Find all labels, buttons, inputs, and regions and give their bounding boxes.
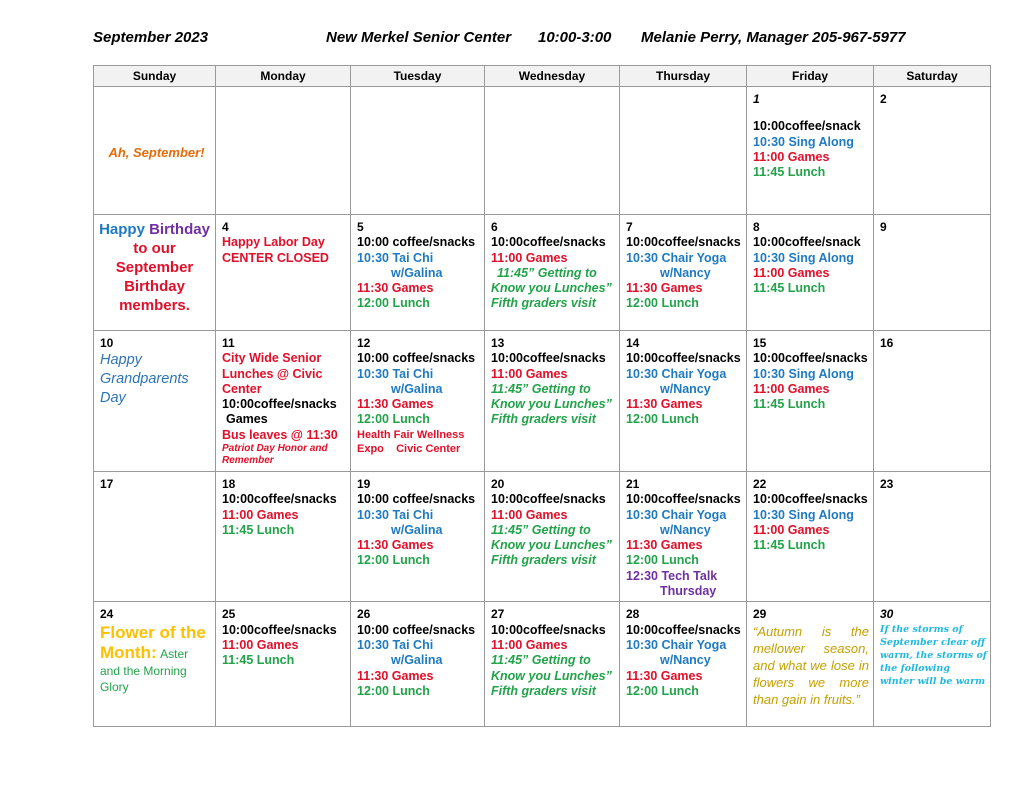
day-header-friday: Friday — [747, 66, 874, 87]
day-number: 23 — [880, 477, 894, 491]
event-games: 11:30 Games — [357, 668, 434, 683]
day-number: 5 — [357, 220, 364, 234]
event-closed: CENTER CLOSED — [222, 250, 329, 265]
event-coffee: 10:00coffee/snacks — [491, 351, 606, 366]
day-cell — [874, 602, 991, 727]
day-cell — [216, 87, 351, 215]
event-games: 11:00 Games — [491, 250, 568, 265]
day-cell — [94, 602, 216, 727]
event-coffee: 10:00coffee/snacks — [491, 235, 606, 250]
event-instructor: w/Galina — [391, 265, 443, 280]
day-number: 2 — [880, 92, 887, 106]
day-cell — [874, 331, 991, 472]
event-health-fair: Expo Civic Center — [357, 442, 461, 455]
event-lunch: 11:45 Lunch — [753, 397, 826, 412]
event-patriot-day: Patriot Day Honor and — [222, 443, 328, 455]
weekday-header-row — [94, 66, 991, 87]
center-name: New Merkel Senior Center — [326, 29, 512, 46]
day-cell — [747, 87, 874, 215]
event-holiday: Happy Labor Day — [222, 235, 325, 250]
day-number: 13 — [491, 336, 505, 350]
event-lunch: 12:00 Lunch — [357, 296, 430, 311]
center-hours: 10:00-3:00 — [538, 29, 612, 46]
event-games: 11:30 Games — [626, 397, 703, 412]
event-visit: Fifth graders visit — [491, 296, 596, 311]
event-chair-yoga: 10:30 Chair Yoga — [626, 250, 727, 265]
grandparents-line: Grandparents — [100, 371, 189, 388]
event-lunch: 12:00 Lunch — [357, 412, 430, 427]
sun-note: Ah, September! — [108, 145, 205, 160]
event-tai-chi: 10:30 Tai Chi — [357, 507, 434, 522]
event-city-lunch: Center — [222, 381, 262, 396]
day-cell — [216, 215, 351, 331]
week-row-1 — [94, 87, 991, 215]
event-coffee: 10:00coffee/snacks — [222, 622, 337, 637]
day-number: 15 — [753, 336, 767, 350]
day-cell — [620, 331, 747, 472]
day-cell — [620, 472, 747, 602]
flower-title: Flower of the — [100, 622, 206, 642]
day-number: 21 — [626, 477, 640, 491]
event-coffee: 10:00coffee/snack — [753, 119, 861, 134]
day-number: 6 — [491, 220, 498, 234]
day-cell — [94, 215, 216, 331]
day-number: 20 — [491, 477, 505, 491]
event-visit: Fifth graders visit — [491, 412, 596, 427]
day-cell — [874, 87, 991, 215]
event-coffee: 10:00coffee/snacks — [626, 351, 741, 366]
day-cell — [485, 87, 620, 215]
day-cell — [485, 602, 620, 727]
event-games: 11:30 Games — [626, 538, 703, 553]
day-header-sunday: Sunday — [94, 66, 216, 87]
day-cell — [747, 602, 874, 727]
event-games: 11:00 Games — [491, 507, 568, 522]
event-coffee: 10:00coffee/snack — [753, 235, 861, 250]
day-cell — [351, 87, 485, 215]
event-lunch-talk: 11:45” Getting to — [497, 265, 597, 280]
day-cell — [94, 472, 216, 602]
event-lunch: 12:00 Lunch — [357, 553, 430, 568]
event-chair-yoga: 10:30 Chair Yoga — [626, 507, 727, 522]
event-lunch: 12:00 Lunch — [626, 296, 699, 311]
day-number: 8 — [753, 220, 760, 234]
autumn-quote: “Autumn is the mellower season, and what we lose in flowers we more than gain in fruits.” — [753, 623, 869, 707]
day-number: 4 — [222, 220, 229, 234]
day-cell — [485, 331, 620, 472]
day-number: 29 — [753, 607, 767, 622]
event-visit: Fifth graders visit — [491, 683, 596, 698]
event-bus: Bus leaves @ 11:30 — [222, 427, 338, 442]
calendar-header — [0, 26, 1024, 52]
day-cell — [485, 472, 620, 602]
event-instructor: w/Nancy — [660, 381, 711, 396]
event-health-fair: Health Fair Wellness — [357, 428, 465, 441]
day-number: 17 — [100, 477, 114, 491]
day-header-monday: Monday — [216, 66, 351, 87]
flower-title: Month: — [100, 642, 157, 662]
event-lunch-talk: Know you Lunches” — [491, 668, 612, 683]
event-lunch: 12:00 Lunch — [626, 553, 699, 568]
event-lunch-talk: Know you Lunches” — [491, 397, 612, 412]
event-patriot-day: Remember — [222, 455, 274, 467]
event-lunch: 11:45 Lunch — [222, 653, 295, 668]
week-row-2 — [94, 215, 991, 331]
event-lunch: 12:00 Lunch — [626, 683, 699, 698]
event-lunch: 11:45 Lunch — [222, 522, 295, 537]
event-coffee: 10:00coffee/snacks — [753, 492, 868, 507]
grandparents-line: Happy — [100, 352, 142, 369]
event-instructor: w/Nancy — [660, 522, 711, 537]
day-number: 18 — [222, 477, 236, 491]
birthday-line: September — [115, 259, 194, 276]
day-header-tuesday: Tuesday — [351, 66, 485, 87]
day-number: 1 — [753, 92, 760, 106]
event-lunch: 12:00 Lunch — [357, 683, 430, 698]
event-coffee: 10:00coffee/snacks — [491, 622, 606, 637]
birthday-line: members. — [119, 297, 190, 314]
event-lunch-talk: 11:45” Getting to — [491, 381, 591, 396]
month-title: September 2023 — [93, 29, 209, 46]
day-cell — [620, 602, 747, 727]
event-games: 11:30 Games — [357, 281, 434, 296]
event-lunch: 12:00 Lunch — [626, 412, 699, 427]
day-cell — [747, 472, 874, 602]
day-cell — [747, 331, 874, 472]
event-lunch-talk: 11:45” Getting to — [491, 653, 591, 668]
day-number: 12 — [357, 336, 371, 350]
event-games: 11:00 Games — [222, 507, 299, 522]
day-cell — [351, 331, 485, 472]
event-lunch-talk: Know you Lunches” — [491, 538, 612, 553]
event-lunch: 11:45 Lunch — [753, 538, 826, 553]
event-tai-chi: 10:30 Tai Chi — [357, 637, 434, 652]
event-coffee: 10:00coffee/snacks — [626, 622, 741, 637]
event-sing-along: 10:30 Sing Along — [753, 366, 854, 381]
week-row-5 — [94, 602, 991, 727]
day-number: 25 — [222, 607, 236, 622]
event-instructor: w/Galina — [391, 381, 443, 396]
day-cell — [485, 215, 620, 331]
day-cell — [351, 472, 485, 602]
day-cell — [620, 215, 747, 331]
day-cell — [351, 215, 485, 331]
event-coffee: 10:00coffee/snacks — [222, 397, 337, 412]
event-games: 11:30 Games — [626, 281, 703, 296]
birthday-line: to our — [133, 240, 176, 257]
event-coffee: 10:00coffee/snacks — [626, 235, 741, 250]
event-tech-talk: Thursday — [660, 584, 717, 599]
event-instructor: w/Nancy — [660, 265, 711, 280]
day-cell — [216, 331, 351, 472]
event-lunch-talk: Know you Lunches” — [491, 281, 612, 296]
day-number: 10 — [100, 336, 114, 350]
event-coffee: 10:00coffee/snacks — [626, 492, 741, 507]
day-number: 30 — [880, 607, 894, 622]
weather-saying: If the storms of September clear off warm, the storms of the following winter will be warm — [880, 623, 987, 687]
event-coffee: 10:00 coffee/snacks — [357, 492, 476, 507]
birthday-line: Birthday — [124, 278, 185, 295]
event-coffee: 10:00coffee/snacks — [491, 492, 606, 507]
flower-name: and the Morning — [100, 663, 187, 678]
day-header-thursday: Thursday — [620, 66, 747, 87]
event-games: 11:00 Games — [491, 637, 568, 652]
event-games: 11:00 Games — [753, 381, 830, 396]
event-games: 11:30 Games — [357, 397, 434, 412]
event-coffee: 10:00 coffee/snacks — [357, 622, 476, 637]
flower-name: Aster — [160, 646, 189, 661]
day-number: 22 — [753, 477, 767, 491]
day-number: 9 — [880, 220, 887, 234]
birthday-word-1: Happy — [99, 221, 145, 238]
event-sing-along: 10:30 Sing Along — [753, 134, 854, 149]
event-tai-chi: 10:30 Tai Chi — [357, 366, 434, 381]
day-number: 28 — [626, 607, 640, 622]
event-visit: Fifth graders visit — [491, 553, 596, 568]
event-chair-yoga: 10:30 Chair Yoga — [626, 637, 727, 652]
event-instructor: w/Nancy — [660, 653, 711, 668]
event-instructor: w/Galina — [391, 522, 443, 537]
event-games: 11:00 Games — [491, 366, 568, 381]
event-coffee: 10:00 coffee/snacks — [357, 351, 476, 366]
event-games: 11:30 Games — [357, 538, 434, 553]
event-sing-along: 10:30 Sing Along — [753, 250, 854, 265]
flower-name: Glory — [100, 679, 129, 694]
day-cell — [747, 215, 874, 331]
event-instructor: w/Galina — [391, 653, 443, 668]
event-games: 11:00 Games — [753, 265, 830, 280]
day-cell — [94, 87, 216, 215]
event-coffee: 10:00coffee/snacks — [753, 351, 868, 366]
calendar-grid — [93, 65, 991, 727]
day-cell — [874, 472, 991, 602]
day-cell — [351, 602, 485, 727]
day-cell — [874, 215, 991, 331]
event-city-lunch: Lunches @ Civic — [222, 366, 323, 381]
grandparents-line: Day — [100, 390, 126, 407]
event-tech-talk: 12:30 Tech Talk — [626, 568, 718, 583]
event-games: 11:00 Games — [753, 522, 830, 537]
week-row-3 — [94, 331, 991, 472]
event-games: 11:00 Games — [753, 149, 830, 164]
day-number: 27 — [491, 607, 505, 622]
event-lunch-talk: 11:45” Getting to — [491, 522, 591, 537]
event-coffee: 10:00coffee/snacks — [222, 492, 337, 507]
day-cell — [216, 472, 351, 602]
day-number: 19 — [357, 477, 371, 491]
event-sing-along: 10:30 Sing Along — [753, 507, 854, 522]
day-number: 26 — [357, 607, 371, 622]
week-row-4 — [94, 472, 991, 602]
event-games: 11:00 Games — [222, 637, 299, 652]
event-coffee: 10:00 coffee/snacks — [357, 235, 476, 250]
day-header-wednesday: Wednesday — [485, 66, 620, 87]
day-header-saturday: Saturday — [874, 66, 991, 87]
event-lunch: 11:45 Lunch — [753, 165, 826, 180]
day-number: 16 — [880, 336, 894, 350]
day-number: 7 — [626, 220, 633, 234]
day-number: 24 — [100, 607, 114, 622]
event-lunch: 11:45 Lunch — [753, 281, 826, 296]
event-games: 11:30 Games — [626, 668, 703, 683]
event-chair-yoga: 10:30 Chair Yoga — [626, 366, 727, 381]
day-cell — [94, 331, 216, 472]
day-number: 14 — [626, 336, 640, 350]
event-games: Games — [226, 412, 268, 427]
day-number: 11 — [222, 336, 235, 350]
birthday-word-2: Birthday — [149, 221, 210, 238]
day-cell — [620, 87, 747, 215]
event-city-lunch: City Wide Senior — [222, 351, 322, 366]
event-tai-chi: 10:30 Tai Chi — [357, 250, 434, 265]
day-cell — [216, 602, 351, 727]
manager-contact: Melanie Perry, Manager 205-967-5977 — [641, 29, 906, 46]
